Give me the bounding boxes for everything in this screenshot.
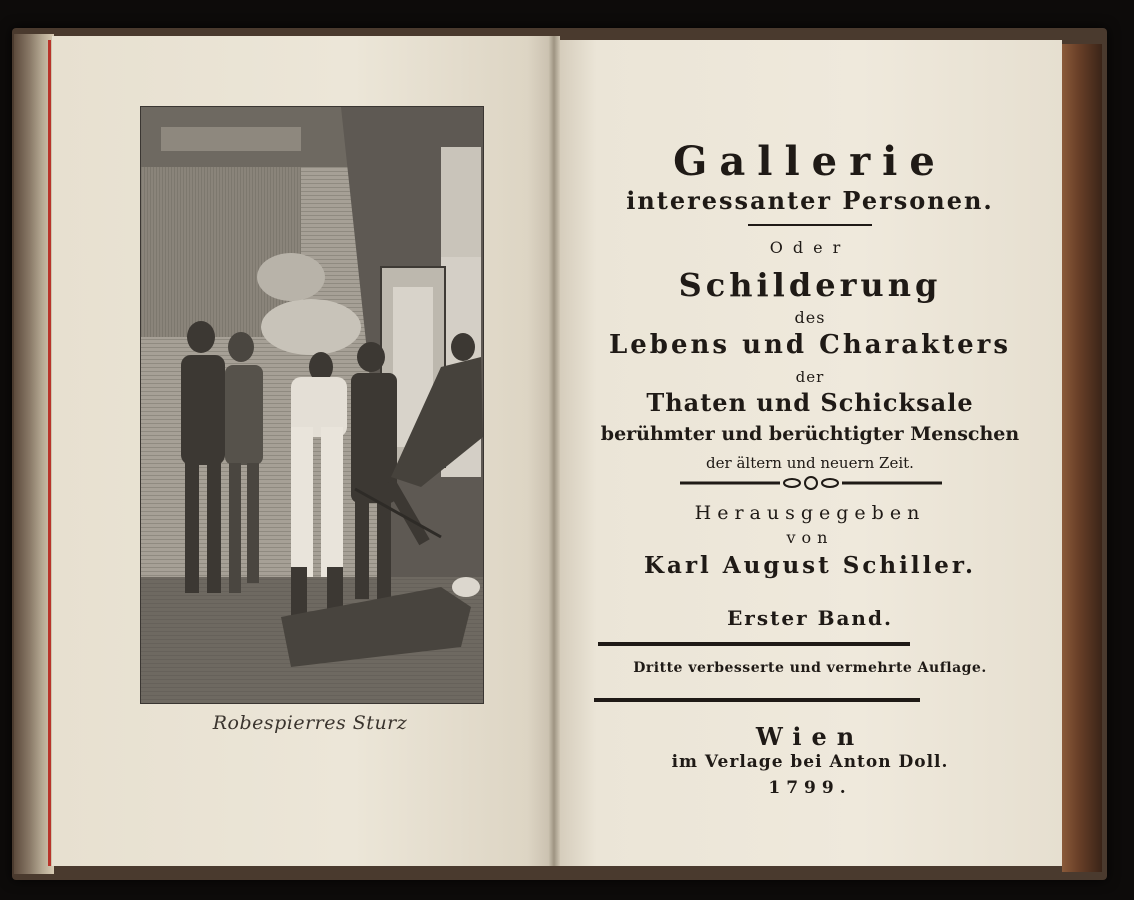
title-line-17: im Verlage bei Anton Doll. bbox=[671, 752, 949, 772]
title-line-15: Dritte verbesserte und vermehrte Auflage. bbox=[633, 660, 987, 676]
title-line-12: von bbox=[786, 528, 834, 547]
title-line-16: Wien bbox=[755, 722, 865, 751]
frontispiece-engraving bbox=[140, 106, 484, 704]
title-line-2: interessanter Personen. bbox=[626, 186, 994, 215]
engraving-caption: Robespierres Sturz bbox=[212, 712, 408, 734]
title-line-1: Gallerie bbox=[673, 138, 947, 185]
title-line-9: berühmter und berüchtigter Menschen bbox=[600, 423, 1020, 445]
red-page-edge bbox=[48, 40, 51, 866]
double-rule-bottom bbox=[594, 698, 920, 702]
title-line-6: Lebens und Charakters bbox=[608, 330, 1012, 360]
title-line-13: Karl August Schiller. bbox=[644, 552, 976, 579]
book-gutter bbox=[548, 36, 560, 866]
title-line-11: Herausgegeben bbox=[694, 502, 926, 524]
title-line-4: Schilderung bbox=[678, 266, 942, 304]
title-line-14: Erster Band. bbox=[727, 606, 893, 630]
ornament-divider bbox=[680, 476, 942, 490]
title-line-10: der ältern und neuern Zeit. bbox=[706, 454, 914, 472]
title-line-7: der bbox=[795, 368, 825, 386]
title-line-3: Oder bbox=[769, 238, 851, 257]
title-line-18: 1799. bbox=[768, 778, 852, 798]
title-line-8: Thaten und Schicksale bbox=[646, 388, 974, 417]
right-cover-edge bbox=[1062, 44, 1102, 872]
double-rule-top bbox=[598, 642, 910, 646]
title-line-5: des bbox=[794, 308, 826, 327]
title-rule bbox=[748, 224, 872, 226]
